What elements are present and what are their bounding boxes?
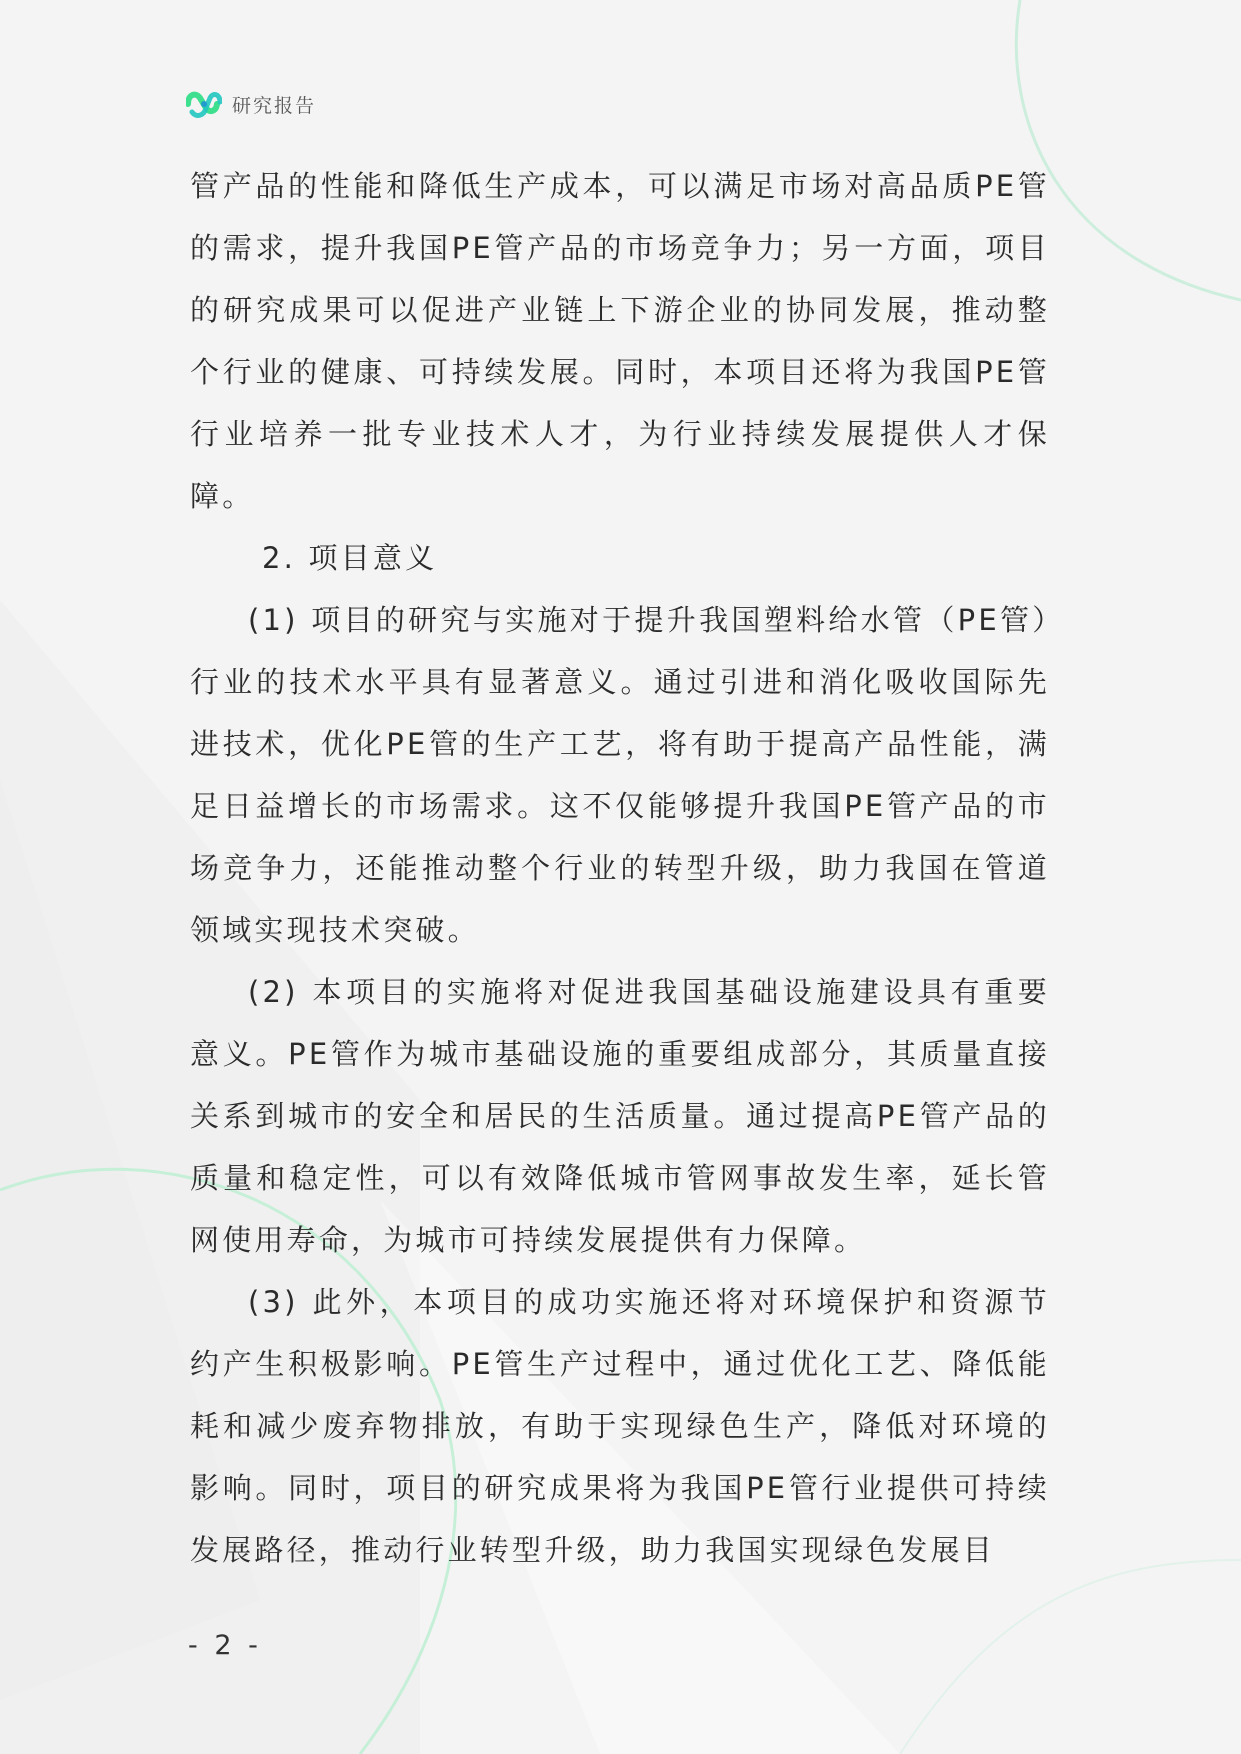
page-number: - 2 - [188,1630,262,1661]
section-heading: 2. 项目意义 [262,541,438,575]
brand-logo-icon [186,88,222,120]
document-body [190,155,1050,1581]
paragraph-continued: 管产品的性能和降低生产成本，可以满足市场对高品质PE管的需求，提升我国PE管产品的市场竞争力；另一方面，项目的研究成果可以促进产业链上下游企业的协同发展，推动整个行业的健康、可持续发展。同时，本项目还将为我国PE管行业培养一批专业技术人才，为行业持续发展提供人才保障。 [190,169,1050,513]
paragraph-2: (2) 本项目的实施将对促进我国基础设施建设具有重要意义。PE管作为城市基础设施的重要组成部分，其质量直接关系到城市的安全和居民的生活质量。通过提高PE管产品的质量和稳定性，可以有效降低城市管网事故发生率，延长管网使用寿命，为城市可持续发展提供有力保障。 [190,975,1050,1257]
page-header [186,88,316,120]
report-header-title: 研究报告 [232,94,317,117]
paragraph-1: (1) 项目的研究与实施对于提升我国塑料给水管（PE管）行业的技术水平具有显著意义。通过引进和消化吸收国际先进技术，优化PE管的生产工艺，将有助于提高产品性能，满足日益增长的市场需求。这不仅能够提升我国PE管产品的市场竞争力，还能推动整个行业的转型升级，助力我国在管道领域实现技术突破。 [190,603,1050,947]
paragraph-3: (3) 此外，本项目的成功实施还将对环境保护和资源节约产生积极影响。PE管生产过程中，通过优化工艺、降低能耗和减少废弃物排放，有助于实现绿色生产，降低对环境的影响。同时，项目的研究成果将为我国PE管行业提供可持续发展路径，推动行业转型升级，助力我国实现绿色发展目 [190,1285,1050,1567]
